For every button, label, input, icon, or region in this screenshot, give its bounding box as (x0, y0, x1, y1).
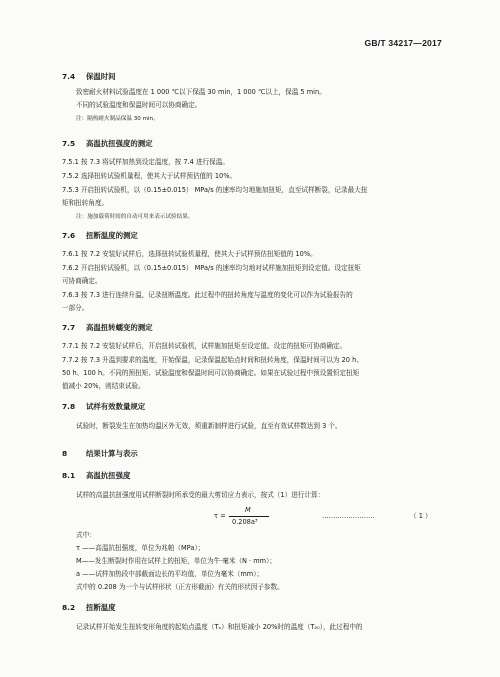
section-number: 8 (62, 449, 68, 458)
section-title: 扭断温度 (86, 603, 116, 612)
section-number: 7.4 (62, 72, 76, 81)
section-title: 结果计算与表示 (86, 449, 138, 458)
section-number: 7.6 (62, 231, 76, 240)
variable-definition: M——发生断裂时作用在试样上的扭矩，单位为牛·毫米（N · mm）； (76, 557, 276, 565)
paragraph: 致密耐火材料试验温度在 1 000 ℃以下保温 30 min，1 000 ℃以上，保温 5 min。 (76, 88, 326, 96)
section-title: 高温抗扭强度 (86, 471, 131, 480)
section-number: 7.5 (62, 139, 76, 148)
clause-7-7-1: 7.7.1 按 7.2 安装好试样后，开启扭转试验机，试样施加扭矩至设定值。设定的扭矩可协商确定。 (62, 342, 347, 350)
section-8-heading (62, 448, 138, 459)
clause-7-7-2-cont: 值减小 20%，则结束试验。 (62, 382, 145, 390)
section-title: 试样有效数量规定 (86, 402, 146, 411)
clause-7-6-2: 7.6.2 开启扭转试验机，以（0.15±0.015） MPa/s 的速率均匀地对试样施加扭矩到设定值。设定扭矩 (62, 264, 361, 272)
clause-7-7-2-cont: 50 h、100 h。不同的预扭矩、试验温度和保温时间可以协商确定。如果在试验过程中预设置恒定扭矩 (62, 369, 360, 377)
section-number: 8.1 (62, 471, 76, 480)
section-number: 7.8 (62, 402, 76, 411)
note: 注：施加载荷时间的自动可用来表示试验结果。 (76, 214, 194, 220)
section-title: 高温抗扭强度的测定 (86, 139, 153, 148)
clause-7-6-3-cont: 一部分。 (62, 304, 89, 312)
section-title: 保温时间 (86, 72, 116, 81)
clause-7-6-2-cont: 可协商确定。 (62, 277, 102, 285)
section-title: 高温扭转蠕变的测定 (86, 323, 153, 332)
clause-7-5-2: 7.5.2 选择扭转试验机量程，使其大于试样预估值的 10%。 (62, 172, 237, 180)
paragraph: 试验时，断裂发生在加热均温区外无效，须重新制样进行试验，直至有效试样数达到 3 个。 (76, 422, 342, 430)
variable-definition: 式中的 0.208 为一个与试样形状（正方形截面）有关的形状因子参数。 (76, 583, 284, 591)
equation-numerator: M (245, 506, 251, 514)
equation-denominator: 0.208a³ (232, 518, 258, 526)
equation-number: （ 1 ） (410, 512, 432, 520)
section-8-1-heading (62, 470, 130, 481)
section-7-4-heading (62, 71, 116, 82)
standard-header: GB/T 34217—2017 (364, 38, 442, 48)
clause-7-5-3-cont: 矩和扭转角度。 (62, 199, 109, 207)
section-7-5-heading (62, 138, 153, 149)
clause-7-5-1: 7.5.1 按 7.3 将试样加热到设定温度，按 7.4 进行保温。 (62, 158, 229, 166)
section-number: 8.2 (62, 603, 76, 612)
clause-7-6-3: 7.6.3 按 7.3 进行连续升温，记录扭断温度。此过程中的扭转角度与温度的变化可以作为试验报告的 (62, 291, 353, 299)
equation-lhs: τ = (214, 512, 226, 520)
where-label: 式中： (76, 531, 96, 539)
equation-leader-dots: …………………… (322, 512, 375, 520)
note: 注：隔热耐火制品保温 30 min。 (76, 116, 159, 122)
paragraph: 试样的高温抗扭强度用试样断裂时所承受的最大剪切应力表示，按式（1）进行计算： (76, 491, 325, 499)
section-8-2-heading (62, 602, 116, 613)
section-title: 扭断温度的测定 (86, 231, 138, 240)
section-7-8-heading (62, 401, 145, 412)
section-7-6-heading (62, 230, 138, 241)
paragraph: 记录试样开始发生扭转变形角度的起始点温度（Tₐ）和扭矩减小 20%时的温度（T₂₀），此过程中的 (76, 623, 363, 631)
section-7-7-heading (62, 322, 153, 333)
equation-1 (0, 505, 500, 531)
clause-7-6-1: 7.6.1 按 7.2 安装好试样后，选择扭转试验机量程，使其大于试样预估扭矩值的 10%。 (62, 250, 317, 258)
clause-7-5-3: 7.5.3 开启扭转试验机，以（0.15±0.015） MPa/s 的速率均匀地施加扭矩，直至试样断裂，记录最大扭 (62, 186, 368, 194)
paragraph: 不同的试验温度和保温时间可以协商确定。 (76, 101, 202, 109)
variable-definition: τ ——高温抗扭强度，单位为兆帕（MPa）； (76, 544, 205, 552)
clause-7-7-2: 7.7.2 按 7.3 升温到要求的温度，开始保温，记录保温起始点时间和扭转角度，保温时间可以为 20 h、 (62, 356, 363, 364)
section-number: 7.7 (62, 323, 76, 332)
variable-definition: a ——试样加热段中部截面边长的平均值，单位为毫米（mm）； (76, 570, 264, 578)
